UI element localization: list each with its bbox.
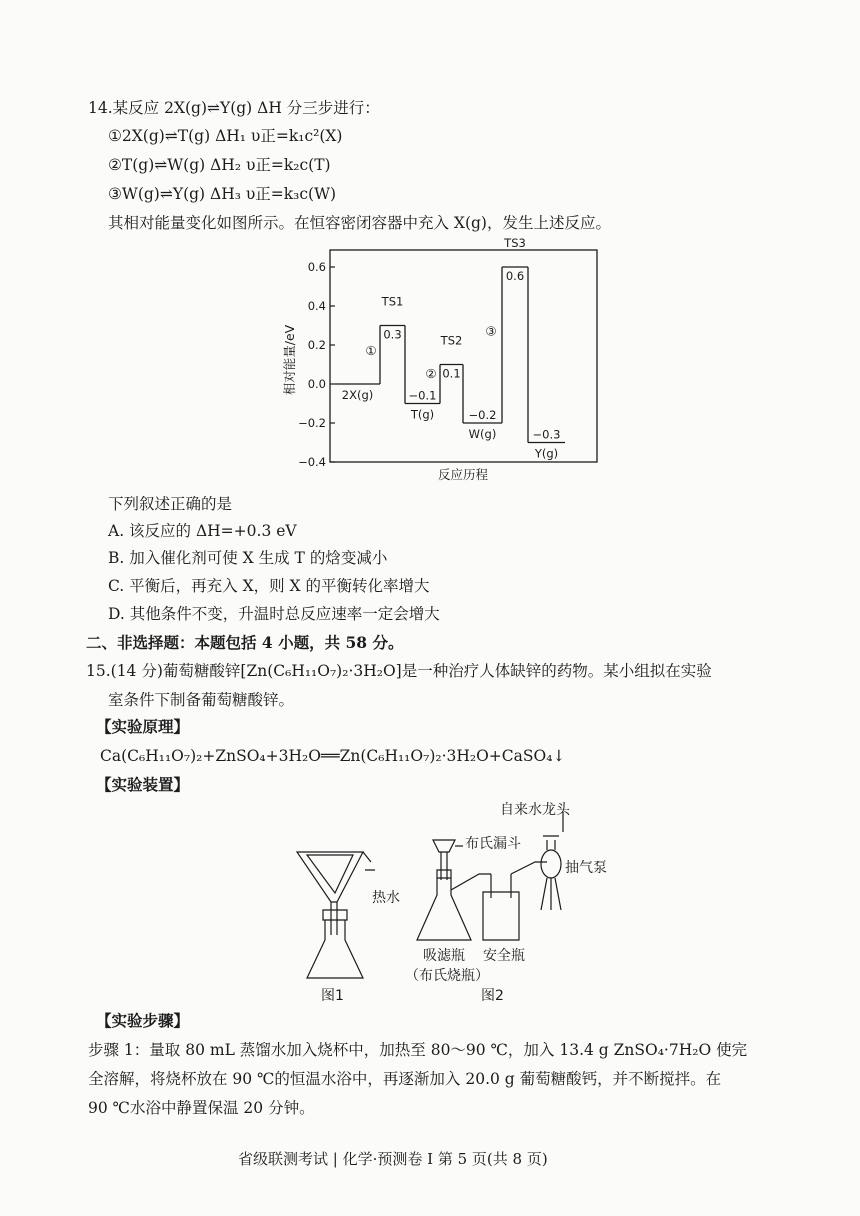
y-tick-label: −0.4 xyxy=(298,455,326,469)
q15-intro-line2: 室条件下制备葡萄糖酸锌。 xyxy=(108,691,295,709)
principle-heading: 【实验原理】 xyxy=(96,717,190,736)
q14-description: 其相对能量变化如图所示。在恒容密闭容器中充入 X(g)，发生上述反应。 xyxy=(108,214,611,232)
step-marker-2: ② xyxy=(425,366,437,382)
hot-water-label: 热水 xyxy=(372,890,400,906)
hot-water-spout xyxy=(363,852,375,870)
figure-2-caption: 图2 xyxy=(481,988,504,1004)
filter-flask xyxy=(417,878,471,940)
pump-outlet xyxy=(541,878,561,910)
level-name-1: TS1 xyxy=(381,294,404,309)
level-name-4: W(g) xyxy=(468,427,497,441)
safety-bottle xyxy=(483,892,519,940)
filter-flask-label: 吸滤瓶 xyxy=(423,948,465,964)
safety-tubes xyxy=(491,874,511,898)
level-value-6: −0.3 xyxy=(532,427,561,442)
steps-heading: 【实验步骤】 xyxy=(96,1011,190,1030)
q14-stem: 14.某反应 2X(g)⇌Y(g) ΔH 分三步进行： xyxy=(88,99,380,117)
step-marker-1: ① xyxy=(365,342,377,358)
figure-1-caption: 图1 xyxy=(321,988,344,1004)
apparatus-figure xyxy=(285,800,605,1005)
step1-line3: 90 ℃水浴中静置保温 20 分钟。 xyxy=(88,1099,315,1117)
y-axis-label: 相对能量/eV xyxy=(282,324,297,396)
side-tube xyxy=(451,874,491,890)
rubber-stopper xyxy=(437,870,451,878)
buchner-stem xyxy=(441,852,447,880)
y-tick-label: 0.6 xyxy=(307,260,326,274)
safety-bottle-label: 安全瓶 xyxy=(483,948,525,964)
level-name-6: Y(g) xyxy=(534,446,559,461)
level-name-3: TS2 xyxy=(440,333,463,348)
apparatus-heading: 【实验装置】 xyxy=(96,775,190,794)
level-value-5: 0.6 xyxy=(505,269,525,283)
conical-flask-fig1 xyxy=(307,920,363,978)
energy-levels xyxy=(335,236,565,461)
tap-label: 自来水龙头 xyxy=(500,802,570,818)
y-tick-label: −0.2 xyxy=(298,416,326,430)
step1-line2: 全溶解，将烧杯放在 90 ℃的恒温水浴中，再逐渐加入 20.0 g 葡萄糖酸钙，并不断搅拌。在 xyxy=(88,1070,722,1088)
q15-intro-line1: 15.(14 分)葡萄糖酸锌[Zn(C₆H₁₁O₇)₂·3H₂O]是一种治疗人体缺锌的药物。某小组拟在实验 xyxy=(86,662,712,680)
level-value-2: −0.1 xyxy=(408,388,437,403)
hot-water-funnel-outer xyxy=(297,852,363,902)
step1-line1: 步骤 1：量取 80 mL 蒸馏水加入烧杯中，加热至 80～90 ℃，加入 13.4 g ZnSO₄·7H₂O 使完 xyxy=(88,1041,748,1059)
level-value-1: 0.3 xyxy=(383,327,402,342)
y-tick-label: 0.4 xyxy=(307,299,326,313)
flask-neck xyxy=(323,910,347,920)
reaction-equation: Ca(C₆H₁₁O₇)₂+ZnSO₄+3H₂O══Zn(C₆H₁₁O₇)₂·3H₂O+CaSO₄↓ xyxy=(100,747,566,765)
level-name-5: TS3 xyxy=(504,236,526,250)
q14-option-b: B. 加入催化剂可使 X 生成 T 的焓变减小 xyxy=(108,549,388,567)
energy-profile-chart xyxy=(280,236,610,490)
level-value-4: −0.2 xyxy=(468,408,497,422)
level-value-3: 0.1 xyxy=(442,366,461,381)
section-heading: 二、非选择题：本题包括 4 小题，共 58 分。 xyxy=(86,633,404,652)
funnel-stem xyxy=(331,902,337,935)
q14-option-d: D. 其他条件不变，升温时总反应速率一定会增大 xyxy=(108,605,440,623)
q14-option-a: A. 该反应的 ΔH=+0.3 eV xyxy=(108,522,297,540)
q14-option-c: C. 平衡后，再充入 X，则 X 的平衡转化率增大 xyxy=(108,577,430,595)
q14-step-1: ①2X(g)⇌T(g) ΔH₁ υ正=k₁c²(X) xyxy=(108,127,343,145)
q14-question: 下列叙述正确的是 xyxy=(108,495,233,513)
q14-step-3: ③W(g)⇌Y(g) ΔH₃ υ正=k₃c(W) xyxy=(108,185,337,203)
q14-step-2: ②T(g)⇌W(g) ΔH₂ υ正=k₂c(T) xyxy=(108,156,331,174)
buchner-funnel xyxy=(433,840,455,852)
aspirator-pump xyxy=(541,850,561,878)
y-tick-label: 0.2 xyxy=(307,338,326,352)
pump-label: 抽气泵 xyxy=(565,860,607,876)
level-name-0: 2X(g) xyxy=(341,388,374,402)
filter-flask-alt-label: （布氏烧瓶） xyxy=(405,968,489,984)
page-footer: 省级联测考试 | 化学·预测卷 I 第 5 页(共 8 页) xyxy=(238,1150,548,1168)
buchner-funnel-label: 布氏漏斗 xyxy=(465,836,521,852)
x-axis-label: 反应历程 xyxy=(437,467,489,482)
level-name-2: T(g) xyxy=(410,407,435,422)
y-tick-label: 0.0 xyxy=(307,377,326,391)
step-marker-3: ③ xyxy=(485,323,497,339)
tap-pipe xyxy=(543,836,559,850)
funnel-inner xyxy=(307,855,353,893)
